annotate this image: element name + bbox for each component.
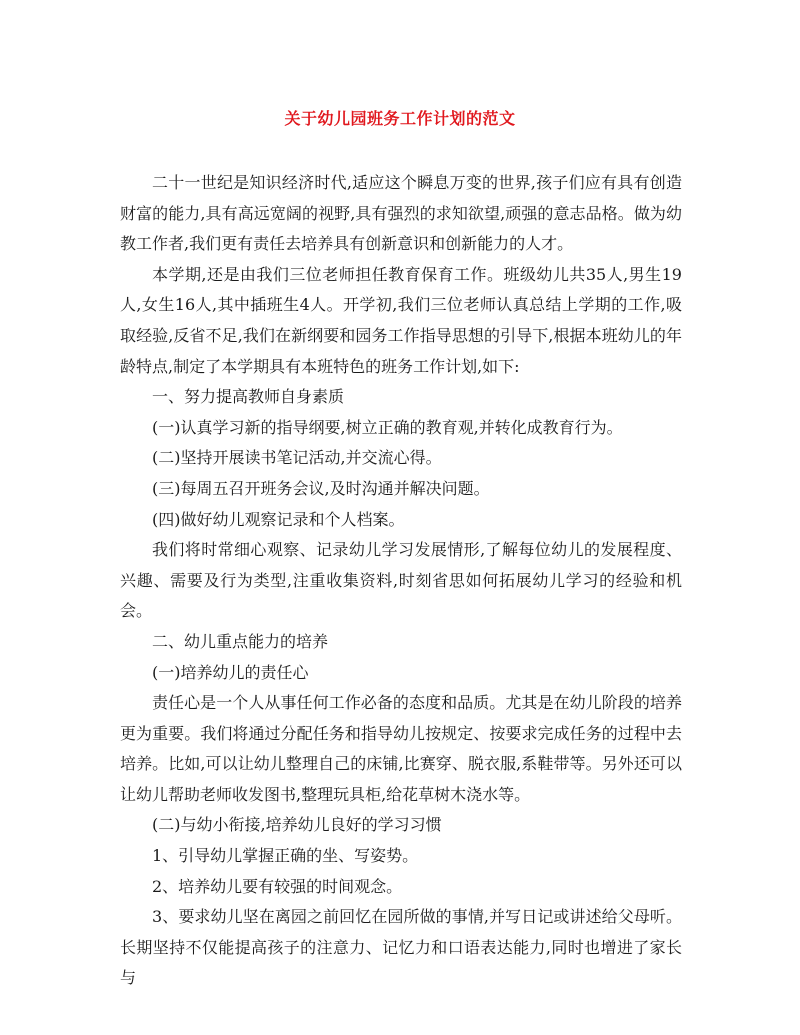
- section-heading: 二、幼儿重点能力的培养: [152, 631, 329, 651]
- list-item: (四)做好幼儿观察记录和个人档案。: [152, 509, 405, 529]
- subsection-heading: (二)与幼小衔接,培养幼儿良好的学习习惯: [152, 815, 442, 835]
- list-item: (二)坚持开展读书笔记活动,并交流心得。: [152, 448, 442, 468]
- list-item: 1、引导幼儿掌握正确的坐、写姿势。: [152, 846, 419, 866]
- paragraph: 二十一世纪是知识经济时代,适应这个瞬息万变的世界,孩子们应有具有创造财富的能力,具有高远宽阔的视野,具有强烈的求知欲望,顽强的意志品格。做为幼教工作者,我们更有责任去培养具有创新意识和创新能力的人才。: [120, 173, 682, 254]
- section-heading: 一、努力提高教师自身素质: [152, 387, 345, 407]
- list-item: 2、培养幼儿要有较强的时间观念。: [152, 876, 403, 896]
- subsection-heading: (一)培养幼儿的责任心: [152, 662, 309, 682]
- list-item: (一)认真学习新的指导纲要,树立正确的教育观,并转化成教育行为。: [152, 417, 623, 437]
- document-body: [120, 168, 682, 994]
- list-item: (三)每周五召开班务会议,及时沟通并解决问题。: [152, 478, 490, 498]
- paragraph: 本学期,还是由我们三位老师担任教育保育工作。班级幼儿共35人,男生19人,女生16人,其中插班生4人。开学初,我们三位老师认真总结上学期的工作,吸取经验,反省不足,我们在新纲要和园务工作指导思想的引导下,根据本班幼儿的年龄特点,制定了本学期具有本班特色的班务工作计划,如下:: [120, 264, 682, 376]
- paragraph: 责任心是一个人从事任何工作必备的态度和品质。尤其是在幼儿阶段的培养更为重要。我们将通过分配任务和指导幼儿按规定、按要求完成任务的过程中去培养。比如,可以让幼儿整理自己的床铺,比赛穿、脱衣服,系鞋带等。另外还可以让幼儿帮助老师收发图书,整理玩具柜,给花草树木浇水等。: [120, 693, 682, 804]
- document-title: 关于幼儿园班务工作计划的范文: [284, 109, 516, 128]
- list-item: 3、要求幼儿坚在离园之前回忆在园所做的事情,并写日记或讲述给父母听。长期坚持不仅能提高孩子的注意力、记忆力和口语表达能力,同时也增进了家长与: [120, 907, 682, 988]
- paragraph: 我们将时常细心观察、记录幼儿学习发展情形,了解每位幼儿的发展程度、兴趣、需要及行为类型,注重收集资料,时刻省思如何拓展幼儿学习的经验和机会。: [120, 540, 682, 621]
